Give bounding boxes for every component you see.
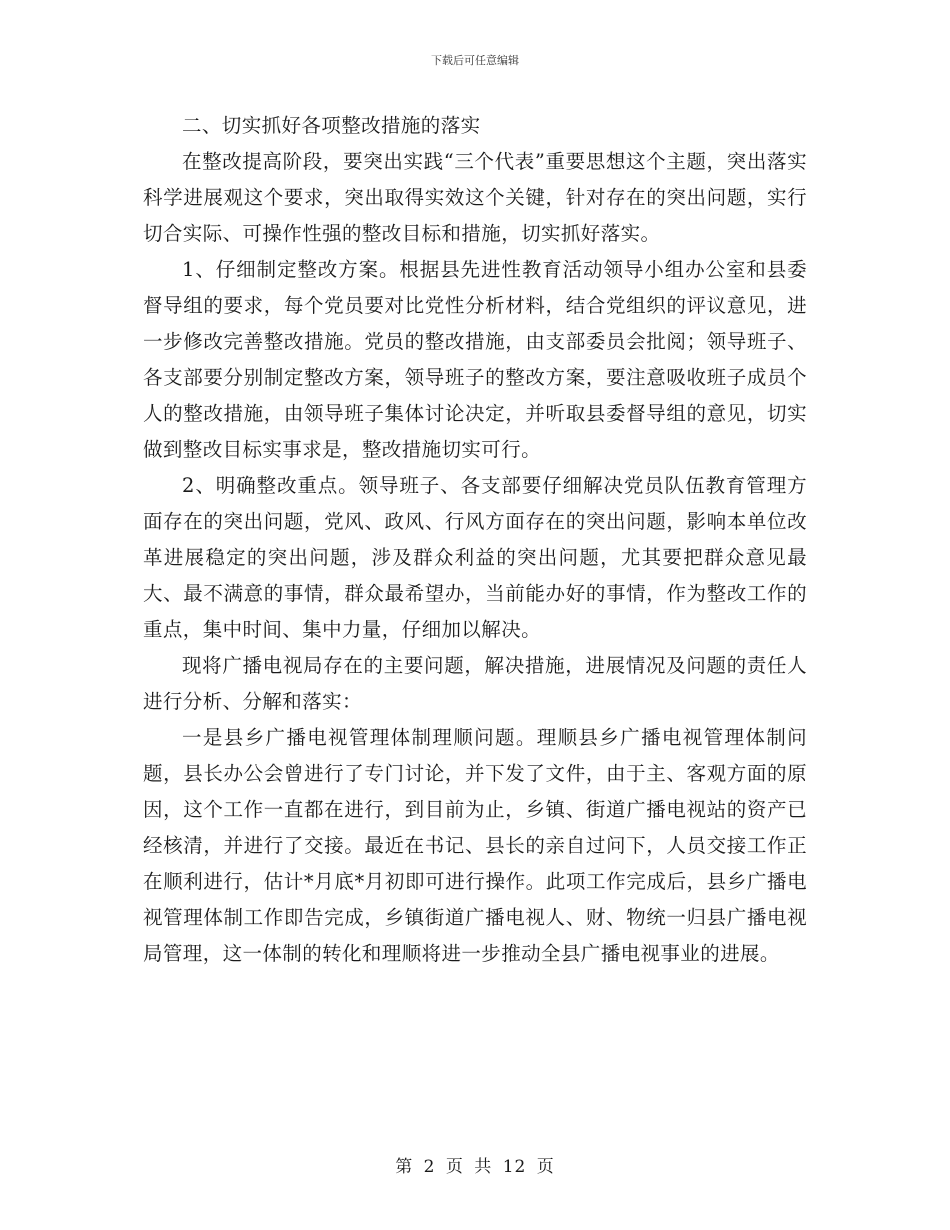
body-paragraph: 现将广播电视局存在的主要问题，解决措施，进展情况及问题的责任人进行分析、分解和落实： [143,654,807,713]
body-paragraph: 1、仔细制定整改方案。根据县先进性教育活动领导小组办公室和县委督导组的要求，每个党员要对比党性分析材料，结合党组织的评议意见，进一步修改完善整改措施。党员的整改措施，由支部委员会批阅；领导班子、各支部要分别制定整改方案，领导班子的整改方案，要注意吸收班子成员个人的整改措施，由领导班子集体讨论决定，并听取县委督导组的意见，切实做到整改目标实事求是，整改措施切实可行。 [143,258,807,461]
body-paragraph: 一是县乡广播电视管理体制理顺问题。理顺县乡广播电视管理体制问题，县长办公会曾进行了专门讨论，并下发了文件，由于主、客观方面的原因，这个工作一直都在进行，到目前为止，乡镇、街道广播电视站的资产已经核清，并进行了交接。最近在书记、县长的亲自过问下，人员交接工作正在顺利进行，估计*月底*月初即可进行操作。此项工作完成后，县乡广播电视管理体制工作即告完成，乡镇街道广播电视人、财、物统一归县广播电视局管理，这一体制的转化和理顺将进一步推动全县广播电视事业的进展。 [143,726,807,965]
page-header-note: 下载后可任意编辑 [431,54,519,67]
body-paragraph: 2、明确整改重点。领导班子、各支部要仔细解决党员队伍教育管理方面存在的突出问题，党风、政风、行风方面存在的突出问题，影响本单位改革进展稳定的突出问题，涉及群众利益的突出问题，尤其要把群众意见最大、最不满意的事情，群众最希望办，当前能办好的事情，作为整改工作的重点，集中时间、集中力量，仔细加以解决。 [143,474,807,641]
document-body [143,108,807,972]
page-number-footer: 第 2 页 共 12 页 [395,1157,555,1177]
body-paragraph: 在整改提高阶段，要突出实践“三个代表”重要思想这个主题，突出落实科学进展观这个要求，突出取得实效这个关键，针对存在的突出问题，实行切合实际、可操作性强的整改目标和措施，切实抓好落实。 [143,150,807,245]
section-heading: 二、切实抓好各项整改措施的落实 [182,114,481,137]
